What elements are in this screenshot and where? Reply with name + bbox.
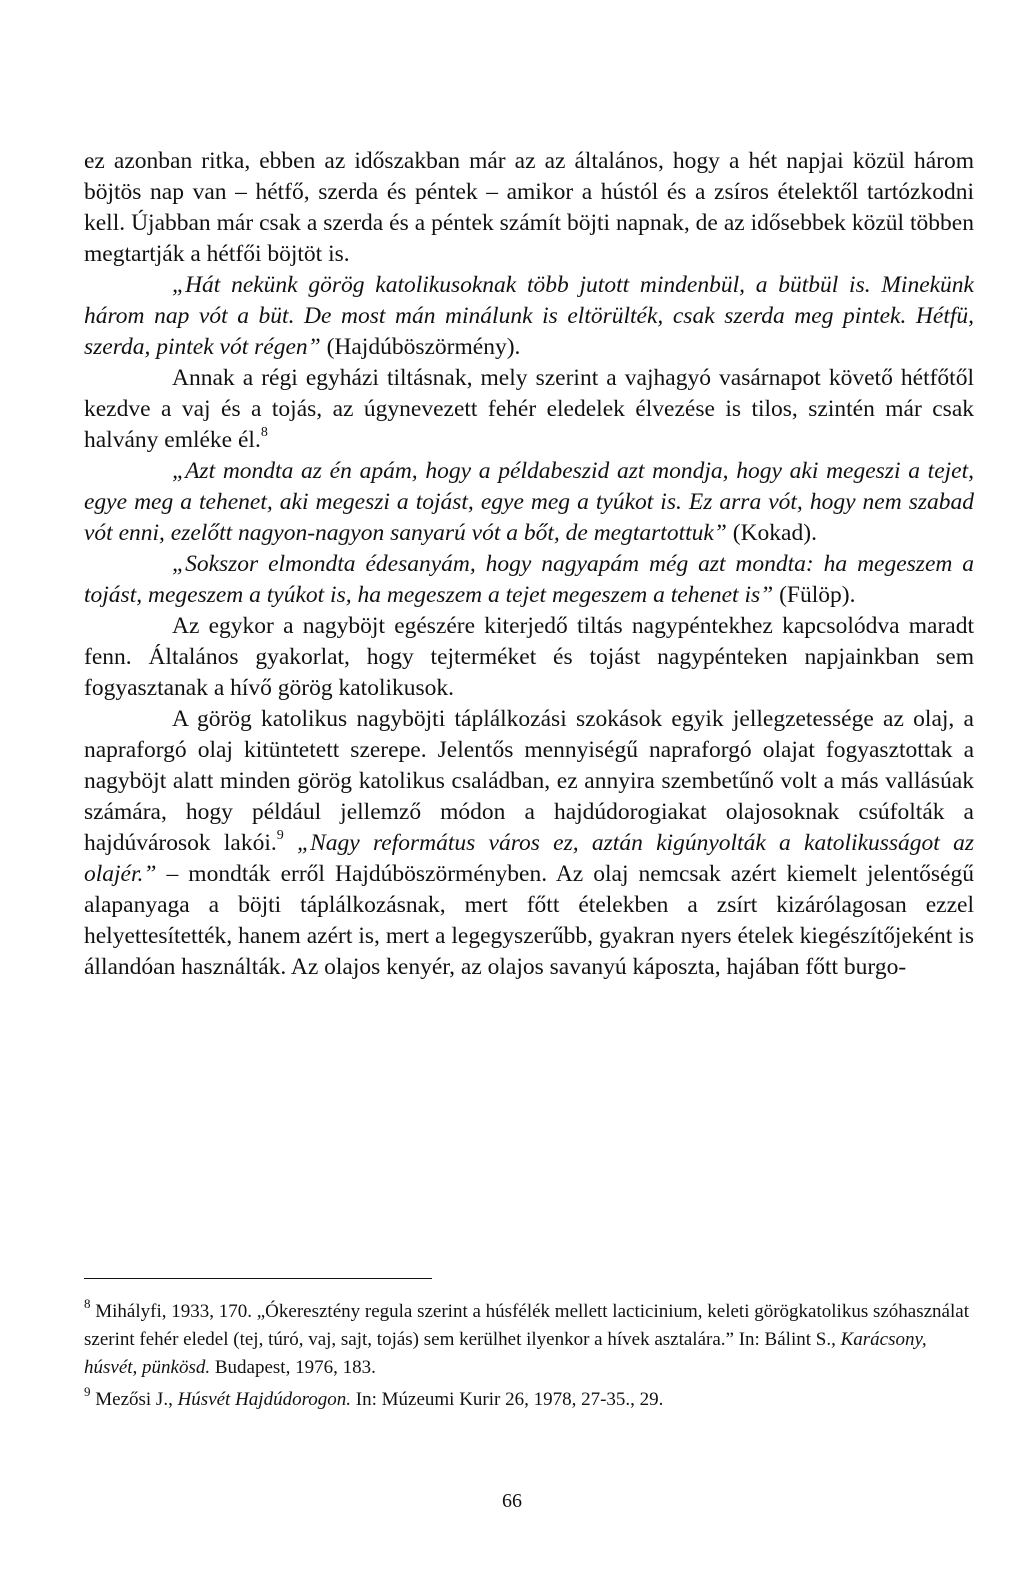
text-run: A görög katolikus nagyböjti táplálkozási szokások egyik jellegzetessége az olaj, a napraforgó olaj kitüntetett szerepe. Jelentős mennyiségű napraforgó olajat fogyasztottak a nagyböjt alatt minden görög katolikus családban, ez annyira szembetűnő volt a más vallásúak számára, hogy például jellemző módon a hajdúdorogiakat olajosoknak csúfolták a hajdúvárosok lakói.	[84, 706, 974, 856]
paragraph	[84, 549, 974, 611]
text-run: Mezősi J.,	[90, 1389, 178, 1410]
footnote-reference: 9	[276, 828, 284, 844]
footnotes	[84, 1295, 974, 1418]
italic-text: „Azt mondta az én apám, hogy a példabeszid azt mondja, hogy aki megeszi a tejet, egye meg a tehenet, aki megeszi a tojást, egye meg a tyúkot is. Ez arra vót, hogy nem szabad vót enni, ezelőtt nagyon-nagyon sanyarú vót a bőt, de megtartottuk”	[84, 458, 974, 546]
paragraph	[84, 270, 974, 363]
paragraph	[84, 611, 974, 704]
footnote	[84, 1383, 974, 1414]
text-run: ez azonban ritka, ebben az időszakban már az az általános, hogy a hét napjai közül három böjtös nap van – hétfő, szerda és péntek – amikor a hústól és a zsíros ételektől tartózkodni kell. Újabban már csak a szerda és a péntek számít böjti napnak, de az idősebbek közül többen megtartják a hétfői böjtöt is.	[84, 148, 974, 267]
text-run: Az egykor a nagyböjt egészére kiterjedő tiltás nagypéntekhez kapcsolódva maradt fenn. Általános gyakorlat, hogy tejterméket és tojást nagypénteken napjainkban sem fogyasztanak a hívő görög katolikusok.	[84, 613, 974, 701]
body-text	[84, 146, 974, 983]
footnote-separator	[84, 1278, 432, 1279]
text-run: – mondták erről Hajdúböszörményben. Az olaj nemcsak azért kiemelt jelentőségű alapanyaga a böjti táplálkozásnak, mert főtt ételekben a zsírt kizárólagosan ezzel helyettesítették, hanem azért is, mert a legegyszerűbb, gyakran nyers ételek kiegészítőjeként is állandóan használták. Az olajos kenyér, az olajos savanyú káposzta, hajában főtt burgo-	[84, 861, 974, 980]
footnote-reference: 8	[84, 1295, 91, 1311]
italic-text: „Hát nekünk görög katolikusoknak több jutott mindenbül, a bütbül is. Minekünk három nap vót a büt. De most mán minálunk is eltörülték, csak szerda meg pintek. Hétfü, szerda, pintek vót régen”	[84, 272, 974, 360]
footnote-reference: 8	[260, 425, 268, 441]
text-run: (Fülöp).	[773, 582, 856, 608]
footnote	[84, 1295, 974, 1382]
italic-text: „Nagy református város ez, aztán kigúnyolták a katolikusságot az olajér.”	[84, 830, 974, 887]
text-run: Budapest, 1976, 183.	[210, 1357, 376, 1378]
paragraph	[84, 363, 974, 456]
page-number: 66	[502, 1490, 522, 1512]
text-run: In: Múzeumi Kurir 26, 1978, 27-35., 29.	[351, 1389, 664, 1410]
italic-text: Karácsony, húsvét, pünkösd.	[84, 1329, 927, 1378]
paragraph	[84, 456, 974, 549]
paragraph	[84, 704, 974, 983]
text-run: Mihályfi, 1933, 170. „Ókeresztény regula szerint a húsfélék mellett lacticinium, keleti görögkatolikus szóhasználat szerint fehér eledel (tej, túró, vaj, sajt, tojás) sem kerülhet ilyenkor a hívek asztalára.” In: Bálint S.,	[84, 1301, 969, 1350]
italic-text: „Sokszor elmondta édesanyám, hogy nagyapám még azt mondta: ha megeszem a tojást, megeszem a tyúkot is, ha megeszem a tejet megeszem a tehenet is”	[84, 551, 974, 608]
paragraph	[84, 146, 974, 270]
text-run: (Hajdúböszörmény).	[320, 334, 521, 360]
footnote-reference: 9	[84, 1383, 91, 1399]
text-run: Annak a régi egyházi tiltásnak, mely szerint a vajhagyó vasárnapot követő hétfőtől kezdve a vaj és a tojás, az úgynevezett fehér eledelek élvezése is tilos, szintén már csak halvány emléke él.	[84, 365, 974, 453]
text-run: (Kokad).	[726, 520, 817, 546]
italic-text: Húsvét Hajdúdorogon.	[177, 1389, 352, 1410]
